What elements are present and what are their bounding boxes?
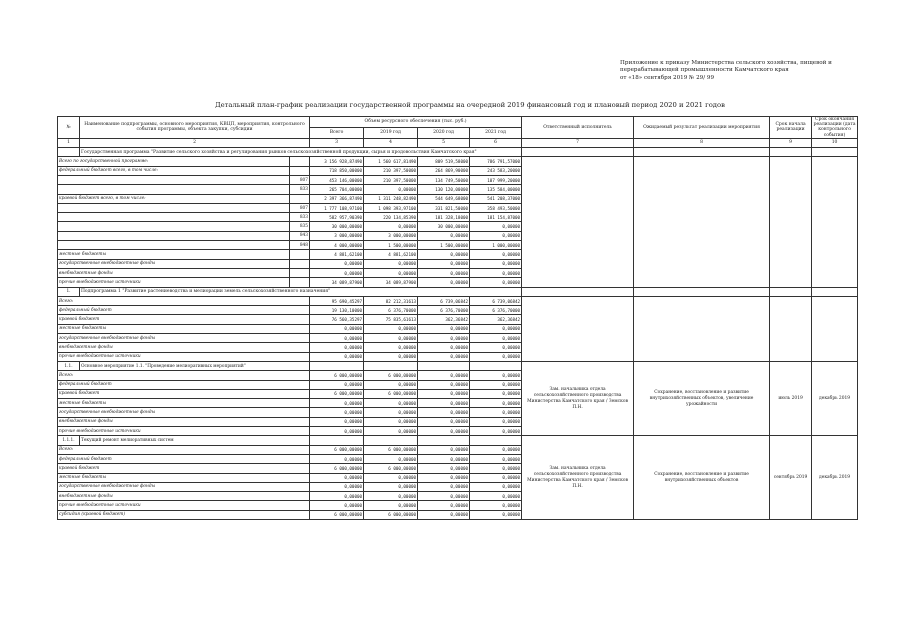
amount-y2020: 0,00000 <box>418 427 470 436</box>
amount-y2020: 264 869,90000 <box>418 166 470 175</box>
header-end: Срок окончания реализации (дата контрольного события) <box>812 117 858 139</box>
row-label: прочие внебюджетные источники <box>58 278 290 287</box>
amount-y2019: 0,00000 <box>364 185 418 194</box>
amount-total: 0,00000 <box>310 473 364 482</box>
amount-total: 3 156 928,87490 <box>310 157 364 166</box>
amount-total: 4 000,00000 <box>310 241 364 250</box>
row-label: федеральный бюджет всего, в том числе: <box>58 166 290 175</box>
amount-total: 6 000,00000 <box>310 510 364 519</box>
amount-y2021: 0,00000 <box>470 231 522 240</box>
row-label: государственные внебюджетные фонды <box>58 259 290 268</box>
program-start-cell <box>770 157 812 287</box>
row-label: внебюджетные фонды <box>58 417 310 426</box>
amount-total: 0,00000 <box>310 380 364 389</box>
amount-total: 0,00000 <box>310 324 364 333</box>
amount-y2021: 786 791,57000 <box>470 157 522 166</box>
amount-y2019: 0,00000 <box>364 501 418 510</box>
amount-total: 6 000,00000 <box>310 464 364 473</box>
row-label: краевой бюджет всего, в том числе: <box>58 194 290 203</box>
amount-y2021: 0,00000 <box>470 464 522 473</box>
budget-code: 833 <box>290 185 310 194</box>
amount-y2020: 0,00000 <box>418 259 470 268</box>
row-label: внебюджетные фонды <box>58 268 290 277</box>
amount-total: 6 000,00000 <box>310 371 364 380</box>
colnum: 8 <box>634 138 770 147</box>
amount-total: 0,00000 <box>310 259 364 268</box>
amount-y2021: 0,00000 <box>470 473 522 482</box>
amount-total: 0,00000 <box>310 268 364 277</box>
amount-y2020: 0,00000 <box>418 389 470 398</box>
amount-y2019: 3 000,00000 <box>364 231 418 240</box>
amount-y2020: 0,00000 <box>418 231 470 240</box>
amount-y2021: 0,00000 <box>470 352 522 361</box>
colnum: 3 <box>310 138 364 147</box>
amount-y2021: 181 154,87000 <box>470 213 522 222</box>
row-label: местные бюджеты <box>58 250 290 259</box>
colnum: 7 <box>522 138 634 147</box>
amount-y2021: 0,00000 <box>470 250 522 259</box>
amount-y2020: 0,00000 <box>418 334 470 343</box>
header-2019: 2019 год <box>364 127 418 138</box>
measure-title-row <box>58 436 858 445</box>
program-title: Государственная программа "Развитие сельского хозяйства и регулирования рынков сельскохозяйственной продукции, сырья и продовольствия Камчатского края" <box>80 148 522 157</box>
amount-y2020: 544 649,68000 <box>418 194 470 203</box>
amount-total: 0,00000 <box>310 417 364 426</box>
amount-y2019: 75 835,61613 <box>364 315 418 324</box>
row-label: краевой бюджет <box>58 315 310 324</box>
amount-y2020: 1 500,00000 <box>418 241 470 250</box>
row-label: краевой бюджет <box>58 389 310 398</box>
amount-y2020: 0,00000 <box>418 371 470 380</box>
amount-y2020: 0,00000 <box>418 278 470 287</box>
row-label <box>58 222 290 231</box>
subprogram-title-row <box>58 287 858 296</box>
amount-y2020: 0,00000 <box>418 492 470 501</box>
amount-y2021: 0,00000 <box>470 278 522 287</box>
amount-y2021: 0,00000 <box>470 454 522 463</box>
budget-code <box>290 268 310 277</box>
row-label: государственные внебюджетные фонды <box>58 334 310 343</box>
amount-y2021: 0,00000 <box>470 259 522 268</box>
amount-y2021: 0,00000 <box>470 389 522 398</box>
amount-total: 2 397 366,87490 <box>310 194 364 203</box>
amount-y2019: 0,00000 <box>364 222 418 231</box>
amount-total: 1 777 108,97100 <box>310 203 364 212</box>
header-result: Ожидаемый результат реализации мероприятия <box>634 117 770 139</box>
row-label <box>58 185 290 194</box>
amount-total: 453 146,00000 <box>310 176 364 185</box>
header-2020: 2020 год <box>418 127 470 138</box>
amount-y2019: 34 089,87900 <box>364 278 418 287</box>
amount-y2021: 0,00000 <box>470 334 522 343</box>
amount-y2020: 0,00000 <box>418 464 470 473</box>
amount-y2019: 0,00000 <box>364 427 418 436</box>
colnum: 1 <box>58 138 80 147</box>
budget-code <box>290 278 310 287</box>
amount-y2019: 220 134,85390 <box>364 213 418 222</box>
amount-y2020: 6 739,06842 <box>418 296 470 305</box>
annex-line-3: от «18» сентября 2019 № 29/ 99 <box>620 74 715 81</box>
row-label: местные бюджеты <box>58 399 310 408</box>
amount-y2021: 0,00000 <box>470 510 522 519</box>
amount-total: 6 000,00000 <box>310 389 364 398</box>
budget-code: 843 <box>290 231 310 240</box>
header-no: № <box>58 117 80 139</box>
row-label <box>58 203 290 212</box>
amount-y2021: 0,00000 <box>470 417 522 426</box>
amount-y2019: 0,00000 <box>364 268 418 277</box>
amount-y2020: 130 120,00000 <box>418 185 470 194</box>
amount-y2019: 0,00000 <box>364 399 418 408</box>
amount-total: 0,00000 <box>310 352 364 361</box>
amount-y2020: 134 749,50000 <box>418 176 470 185</box>
row-label: местные бюджеты <box>58 324 310 333</box>
row-label <box>58 213 290 222</box>
budget-code: 835 <box>290 222 310 231</box>
colnum: 2 <box>80 138 310 147</box>
colnum: 5 <box>418 138 470 147</box>
amount-total: 0,00000 <box>310 399 364 408</box>
annex-line-2: перерабатывающей промышленности Камчатского края <box>620 67 789 74</box>
header-name: Наименование подпрограммы, основного мероприятия, КВЦП, мероприятия, контрольного события программы, объекта закупки, субсидии <box>80 117 310 139</box>
subprogram-title: Подпрограмма 1 "Развитие растениеводства и мелиорации земель сельскохозяйственного назначения" <box>80 287 522 296</box>
amount-y2021: 541 208,37000 <box>470 194 522 203</box>
amount-total: 0,00000 <box>310 334 364 343</box>
amount-y2019: 6 000,00000 <box>364 464 418 473</box>
annex-line-1: Приложение к приказу Министерства сельского хозяйства, пищевой и <box>620 60 832 66</box>
plan-table <box>57 116 858 520</box>
amount-y2020: 0,00000 <box>418 473 470 482</box>
amount-y2021: 0,00000 <box>470 371 522 380</box>
annex-header <box>620 60 890 82</box>
amount-y2019: 0,00000 <box>364 492 418 501</box>
amount-total: 0,00000 <box>310 427 364 436</box>
amount-total: 34 089,87900 <box>310 278 364 287</box>
end-date: декабрь 2019 <box>812 361 858 435</box>
program-responsible-cell <box>522 157 634 287</box>
measure-number: 1.1. <box>58 361 80 370</box>
amount-y2021: 0,00000 <box>470 399 522 408</box>
amount-y2019: 6 000,00000 <box>364 510 418 519</box>
header-responsible: Ответственный исполнитель <box>522 117 634 139</box>
amount-y2019: 0,00000 <box>364 343 418 352</box>
program-title-row <box>58 148 858 157</box>
amount-y2020: 6 376,70000 <box>418 306 470 315</box>
amount-total: 6 000,00000 <box>310 445 364 454</box>
colnum: 9 <box>770 138 812 147</box>
document-title: Детальный план-график реализации государственной программы на очередной 2019 финансовый год и плановый период 2020 и 2021 годов <box>215 101 725 109</box>
row-label: Всего: <box>58 445 310 454</box>
amount-y2021: 6 739,06842 <box>470 296 522 305</box>
amount-y2020: 0,00000 <box>418 445 470 454</box>
budget-code <box>290 259 310 268</box>
colnum: 10 <box>812 138 858 147</box>
amount-total: 265 704,00000 <box>310 185 364 194</box>
amount-y2019: 0,00000 <box>364 259 418 268</box>
budget-code: 833 <box>290 213 310 222</box>
budget-code <box>290 166 310 175</box>
amount-y2020: 331 821,50000 <box>418 203 470 212</box>
amount-y2021: 107 999,20000 <box>470 176 522 185</box>
amount-y2021: 243 583,20000 <box>470 166 522 175</box>
amount-y2019: 82 212,31613 <box>364 296 418 305</box>
amount-y2019: 0,00000 <box>364 352 418 361</box>
table-row <box>58 157 858 166</box>
amount-total: 0,00000 <box>310 482 364 491</box>
amount-y2020: 181 328,18000 <box>418 213 470 222</box>
end-date: декабрь 2019 <box>812 436 858 520</box>
amount-y2019: 210 397,50000 <box>364 166 418 175</box>
amount-y2020: 0,00000 <box>418 324 470 333</box>
colnum: 6 <box>470 138 522 147</box>
amount-y2019: 1 500,00000 <box>364 241 418 250</box>
amount-y2021: 0,00000 <box>470 222 522 231</box>
amount-y2020: 362,36842 <box>418 315 470 324</box>
amount-y2020: 30 000,00000 <box>418 222 470 231</box>
responsible-executor: Зам. начальника отдела сельскохозяйственного производства Министерства Камчатского края / Земсков П.Н. <box>522 361 634 435</box>
amount-y2021: 0,00000 <box>470 482 522 491</box>
amount-total: 0,00000 <box>310 501 364 510</box>
amount-y2019: 6 000,00000 <box>364 445 418 454</box>
amount-y2019: 1 560 617,81490 <box>364 157 418 166</box>
row-label: Всего: <box>58 371 310 380</box>
amount-y2019: 0,00000 <box>364 473 418 482</box>
amount-y2019: 0,00000 <box>364 417 418 426</box>
amount-y2020: 809 519,58000 <box>418 157 470 166</box>
amount-y2020: 0,00000 <box>418 399 470 408</box>
row-label: Всего по государственной программе: <box>58 157 290 166</box>
measure-title: Текущий ремонт мелиоративных систем <box>80 436 310 445</box>
amount-y2020: 0,00000 <box>418 501 470 510</box>
amount-y2020: 0,00000 <box>418 268 470 277</box>
amount-y2019: 1 098 393,97100 <box>364 203 418 212</box>
row-label: государственные внебюджетные фонды <box>58 408 310 417</box>
header-row-1 <box>58 117 858 128</box>
amount-y2019: 6 000,00000 <box>364 389 418 398</box>
table-row <box>58 296 858 305</box>
budget-code <box>290 157 310 166</box>
amount-y2020: 0,00000 <box>418 352 470 361</box>
amount-y2019: 0,00000 <box>364 324 418 333</box>
amount-y2019: 0,00000 <box>364 380 418 389</box>
program-result-cell <box>634 157 770 287</box>
amount-y2021: 362,36842 <box>470 315 522 324</box>
start-date: июль 2019 <box>770 361 812 435</box>
amount-y2019: 6 376,70000 <box>364 306 418 315</box>
amount-y2019: 0,00000 <box>364 408 418 417</box>
amount-y2020: 0,00000 <box>418 454 470 463</box>
amount-y2021: 0,00000 <box>470 445 522 454</box>
amount-y2021: 358 493,50000 <box>470 203 522 212</box>
row-label: прочие внебюджетные источники <box>58 427 310 436</box>
amount-y2021: 0,00000 <box>470 343 522 352</box>
amount-total: 0,00000 <box>310 492 364 501</box>
budget-code <box>290 194 310 203</box>
expected-result: Сохранение, восстановление и развитие внутрихозяйственных объектов, увеличение урожайности <box>634 361 770 435</box>
row-label: внебюджетные фонды <box>58 492 310 501</box>
row-label: Всего: <box>58 296 310 305</box>
amount-y2020: 0,00000 <box>418 482 470 491</box>
amount-y2021: 135 584,00000 <box>470 185 522 194</box>
start-date: сентябрь 2019 <box>770 436 812 520</box>
row-label: федеральный бюджет <box>58 454 310 463</box>
amount-y2019: 1 311 248,82490 <box>364 194 418 203</box>
amount-total: 3 000,00000 <box>310 231 364 240</box>
header-volume: Объем ресурсного обеспечения (тыс. руб.) <box>310 117 522 128</box>
row-label <box>58 241 290 250</box>
row-label: федеральный бюджет <box>58 380 310 389</box>
row-label: субсидия (краевой бюджет) <box>58 510 310 519</box>
row-label: местные бюджеты <box>58 473 310 482</box>
amount-y2019: 6 000,00000 <box>364 371 418 380</box>
amount-y2021: 0,00000 <box>470 501 522 510</box>
amount-y2020: 0,00000 <box>418 510 470 519</box>
program-end-cell <box>812 157 858 287</box>
row-label: прочие внебюджетные источники <box>58 501 310 510</box>
amount-y2020: 0,00000 <box>418 417 470 426</box>
measure-title-row <box>58 361 858 370</box>
header-start: Срок начала реализации <box>770 117 812 139</box>
amount-y2020: 0,00000 <box>418 343 470 352</box>
row-label: внебюджетные фонды <box>58 343 310 352</box>
header-total: Всего <box>310 127 364 138</box>
row-label: федеральный бюджет <box>58 306 310 315</box>
amount-total: 95 690,45297 <box>310 296 364 305</box>
amount-total: 0,00000 <box>310 408 364 417</box>
budget-code: 807 <box>290 203 310 212</box>
colnum: 4 <box>364 138 418 147</box>
amount-total: 0,00000 <box>310 454 364 463</box>
amount-y2019: 0,00000 <box>364 334 418 343</box>
row-label: краевой бюджет <box>58 464 310 473</box>
budget-code <box>290 250 310 259</box>
amount-y2020: 0,00000 <box>418 250 470 259</box>
amount-y2019: 4 881,62100 <box>364 250 418 259</box>
responsible-executor: Зам. начальника отдела сельскохозяйственного производства Министерства Камчатского края / Земсков П.Н. <box>522 436 634 520</box>
amount-y2021: 0,00000 <box>470 380 522 389</box>
amount-total: 76 560,35297 <box>310 315 364 324</box>
amount-y2021: 0,00000 <box>470 268 522 277</box>
amount-y2020: 0,00000 <box>418 408 470 417</box>
amount-total: 582 957,90390 <box>310 213 364 222</box>
amount-y2021: 1 000,00000 <box>470 241 522 250</box>
budget-code: 848 <box>290 241 310 250</box>
measure-number: 1.1.1. <box>58 436 80 445</box>
amount-y2019: 0,00000 <box>364 482 418 491</box>
amount-total: 718 850,00000 <box>310 166 364 175</box>
amount-total: 0,00000 <box>310 343 364 352</box>
amount-total: 19 130,10000 <box>310 306 364 315</box>
measure-title: Основное мероприятие 1.1. "Проведение мелиоративных мероприятий" <box>80 361 310 370</box>
amount-y2020: 0,00000 <box>418 380 470 389</box>
row-label <box>58 176 290 185</box>
amount-y2021: 6 376,70000 <box>470 306 522 315</box>
subprogram-number: 1. <box>58 287 80 296</box>
amount-total: 4 881,62100 <box>310 250 364 259</box>
amount-total: 30 000,00000 <box>310 222 364 231</box>
amount-y2021: 0,00000 <box>470 427 522 436</box>
row-label: прочие внебюджетные источники <box>58 352 310 361</box>
amount-y2019: 210 397,50000 <box>364 176 418 185</box>
budget-code: 807 <box>290 176 310 185</box>
amount-y2019: 0,00000 <box>364 454 418 463</box>
amount-y2021: 0,00000 <box>470 324 522 333</box>
row-label <box>58 231 290 240</box>
row-label: государственные внебюджетные фонды <box>58 482 310 491</box>
header-2021: 2021 год <box>470 127 522 138</box>
expected-result: Сохранение, восстановление и развитие внутрихозяйственных объектов <box>634 436 770 520</box>
column-numbers-row <box>58 138 858 147</box>
amount-y2021: 0,00000 <box>470 408 522 417</box>
amount-y2021: 0,00000 <box>470 492 522 501</box>
